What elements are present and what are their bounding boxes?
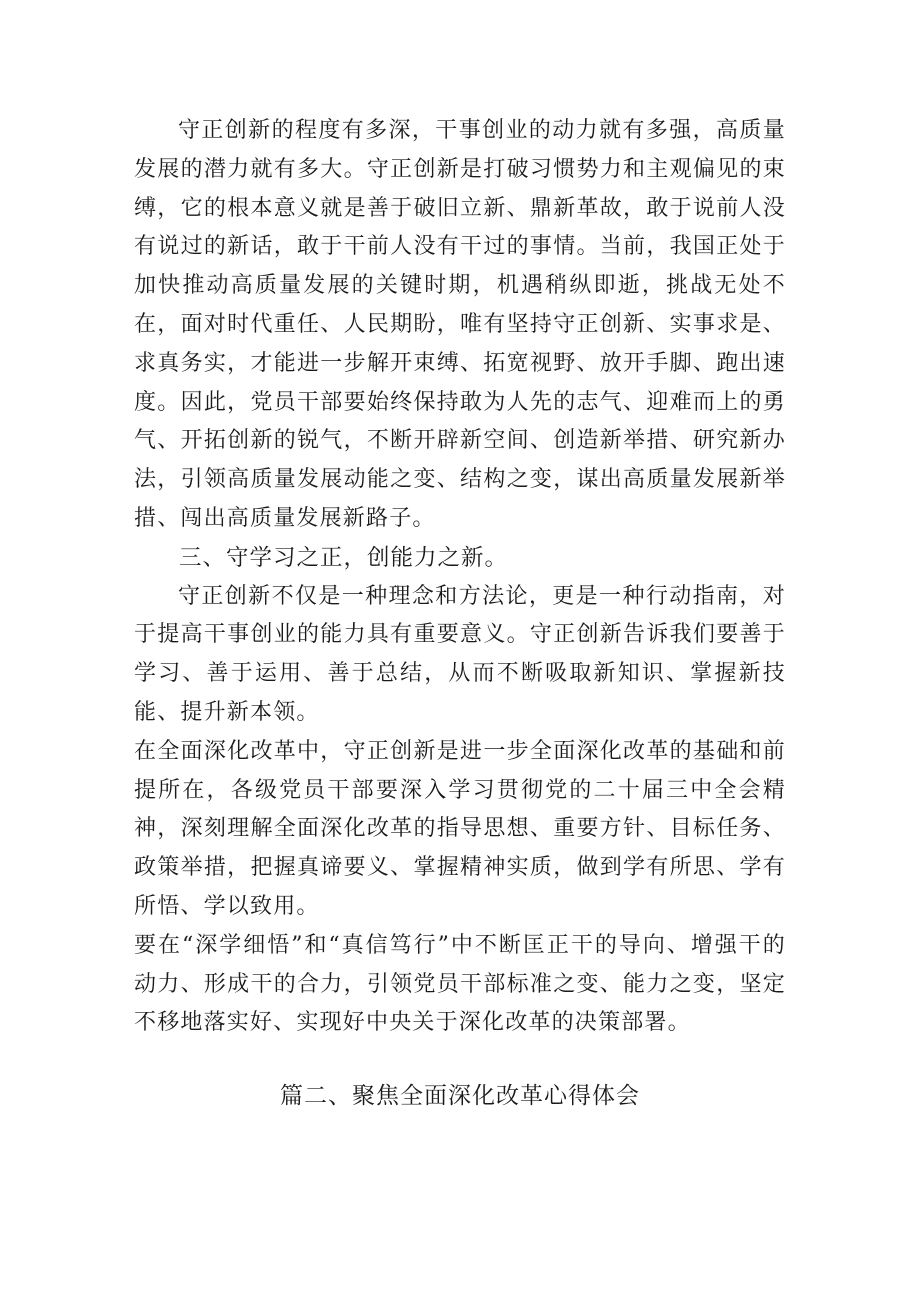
paragraph-action-guide: 守正创新不仅是一种理念和方法论，更是一种行动指南，对于提高干事创业的能力具有重要意义。守正创新告诉我们要善于学习、善于运用、善于总结，从而不断吸取新知识、掌握新技能、提升新本领。 — [134, 583, 786, 725]
paragraph-reform-implementation: 要在“深学细悟”和“真信笃行”中不断匡正干的导向、增强干的动力、形成干的合力，引领党员干部标准之变、能力之变，坚定不移地落实好、实现好中央关于深化改革的决策部署。 — [134, 932, 786, 1036]
heading-three: 三、守学习之正，创能力之新。 — [179, 544, 509, 571]
paragraph-innovation-depth: 守正创新的程度有多深，干事创业的动力就有多强，高质量发展的潜力就有多大。守正创新是打破习惯势力和主观偏见的束缚，它的根本意义就是善于破旧立新、鼎新革故，敢于说前人没有说过的新话，敢于干前人没有干过的事情。当前，我国正处于加快推动高质量发展的关键时期，机遇稍纵即逝，挑战无处不在，面对时代重任、人民期盼，唯有坚持守正创新、实事求是、求真务实，才能进一步解开束缚、拓宽视野、放开手脚、跑出速度。因此，党员干部要始终保持敢为人先的志气、迎难而上的勇气、开拓创新的锐气，不断开辟新空间、创造新举措、研究新办法，引领高质量发展动能之变、结构之变，谋出高质量发展新举措、闯出高质量发展新路子。 — [134, 118, 786, 531]
paragraph-reform-foundation: 在全面深化改革中，守正创新是进一步全面深化改革的基础和前提所在，各级党员干部要深入学习贯彻党的二十届三中全会精神，深刻理解全面深化改革的指导思想、重要方针、目标任务、政策举措，把握真谛要义、掌握精神实质，做到学有所思、学有所悟、学以致用。 — [134, 738, 786, 919]
document-body — [134, 112, 786, 1043]
section-title-part-two: 篇二、聚焦全面深化改革心得体会 — [280, 1083, 640, 1109]
